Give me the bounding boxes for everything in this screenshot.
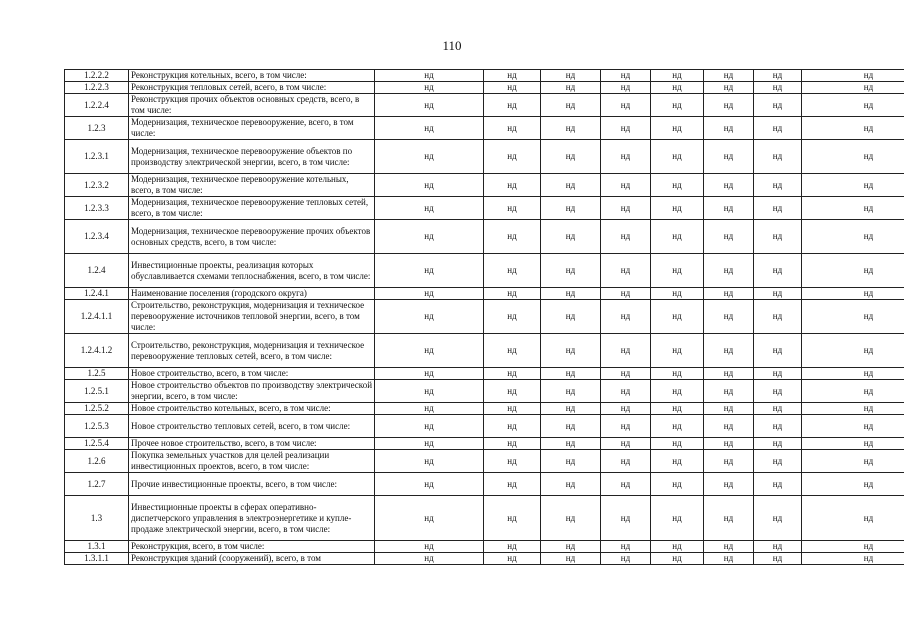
row-value-cell: нд bbox=[601, 220, 651, 254]
row-value-cell: нд bbox=[704, 117, 754, 140]
table-row bbox=[65, 70, 904, 82]
row-value-cell: нд bbox=[375, 553, 484, 565]
row-value-cell: нд bbox=[651, 94, 704, 117]
row-value-cell: нд bbox=[375, 380, 484, 403]
table-row bbox=[65, 254, 904, 288]
row-name: Новое строительство объектов по производству электрической энергии, всего, в том числе: bbox=[129, 380, 375, 403]
row-code: 1.2.3.3 bbox=[65, 197, 129, 220]
row-value-cell: нд bbox=[651, 117, 704, 140]
row-value-cell: нд bbox=[704, 174, 754, 197]
row-value-cell: нд bbox=[541, 174, 601, 197]
row-value-cell: нд bbox=[802, 94, 904, 117]
row-value-cell: нд bbox=[541, 334, 601, 368]
row-name: Модернизация, техническое перевооружение, всего, в том числе: bbox=[129, 117, 375, 140]
row-value-cell: нд bbox=[484, 415, 541, 438]
row-name: Реконструкция котельных, всего, в том числе: bbox=[129, 70, 375, 82]
row-value-cell: нд bbox=[802, 415, 904, 438]
row-value-cell: нд bbox=[754, 473, 802, 496]
row-value-cell: нд bbox=[802, 368, 904, 380]
row-value-cell: нд bbox=[651, 541, 704, 553]
row-value-cell: нд bbox=[754, 438, 802, 450]
row-value-cell: нд bbox=[704, 197, 754, 220]
row-value-cell: нд bbox=[484, 403, 541, 415]
row-code: 1.2.4.1.1 bbox=[65, 300, 129, 334]
row-code: 1.3.1 bbox=[65, 541, 129, 553]
row-value-cell: нд bbox=[601, 368, 651, 380]
row-value-cell: нд bbox=[541, 288, 601, 300]
table-row bbox=[65, 117, 904, 140]
row-value-cell: нд bbox=[484, 553, 541, 565]
row-value-cell: нд bbox=[651, 380, 704, 403]
row-code: 1.2.4.1.2 bbox=[65, 334, 129, 368]
row-value-cell: нд bbox=[601, 380, 651, 403]
row-value-cell: нд bbox=[802, 553, 904, 565]
row-value-cell: нд bbox=[601, 70, 651, 82]
table-row bbox=[65, 82, 904, 94]
row-code: 1.3 bbox=[65, 496, 129, 541]
row-name: Новое строительство тепловых сетей, всего, в том числе: bbox=[129, 415, 375, 438]
row-value-cell: нд bbox=[375, 82, 484, 94]
row-value-cell: нд bbox=[541, 197, 601, 220]
row-name: Реконструкция тепловых сетей, всего, в том числе: bbox=[129, 82, 375, 94]
row-value-cell: нд bbox=[484, 450, 541, 473]
table-row bbox=[65, 174, 904, 197]
table-row bbox=[65, 541, 904, 553]
row-value-cell: нд bbox=[704, 403, 754, 415]
row-value-cell: нд bbox=[484, 496, 541, 541]
row-value-cell: нд bbox=[541, 117, 601, 140]
row-value-cell: нд bbox=[601, 82, 651, 94]
table-row bbox=[65, 438, 904, 450]
row-value-cell: нд bbox=[704, 94, 754, 117]
row-name: Инвестиционные проекты, реализация которых обуславливается схемами теплоснабжения, всего, в том числе: bbox=[129, 254, 375, 288]
row-value-cell: нд bbox=[601, 541, 651, 553]
row-name: Модернизация, техническое перевооружение котельных, всего, в том числе: bbox=[129, 174, 375, 197]
row-name: Модернизация, техническое перевооружение тепловых сетей, всего, в том числе: bbox=[129, 197, 375, 220]
row-value-cell: нд bbox=[754, 300, 802, 334]
row-value-cell: нд bbox=[375, 368, 484, 380]
row-value-cell: нд bbox=[802, 174, 904, 197]
row-value-cell: нд bbox=[484, 254, 541, 288]
row-value-cell: нд bbox=[484, 288, 541, 300]
row-value-cell: нд bbox=[484, 300, 541, 334]
table-row bbox=[65, 450, 904, 473]
row-value-cell: нд bbox=[541, 94, 601, 117]
row-value-cell: нд bbox=[375, 473, 484, 496]
row-code: 1.2.4.1 bbox=[65, 288, 129, 300]
row-name: Реконструкция прочих объектов основных средств, всего, в том числе: bbox=[129, 94, 375, 117]
table-body bbox=[65, 70, 904, 565]
table-row bbox=[65, 334, 904, 368]
row-value-cell: нд bbox=[375, 140, 484, 174]
row-value-cell: нд bbox=[651, 254, 704, 288]
row-value-cell: нд bbox=[754, 70, 802, 82]
row-value-cell: нд bbox=[375, 415, 484, 438]
row-value-cell: нд bbox=[651, 403, 704, 415]
row-value-cell: нд bbox=[541, 496, 601, 541]
row-value-cell: нд bbox=[651, 174, 704, 197]
row-value-cell: нд bbox=[484, 541, 541, 553]
row-value-cell: нд bbox=[704, 541, 754, 553]
row-value-cell: нд bbox=[802, 450, 904, 473]
row-value-cell: нд bbox=[484, 368, 541, 380]
row-value-cell: нд bbox=[375, 254, 484, 288]
row-value-cell: нд bbox=[601, 415, 651, 438]
row-value-cell: нд bbox=[651, 450, 704, 473]
row-value-cell: нд bbox=[651, 334, 704, 368]
row-value-cell: нд bbox=[651, 438, 704, 450]
row-value-cell: нд bbox=[541, 403, 601, 415]
table-row bbox=[65, 197, 904, 220]
row-value-cell: нд bbox=[541, 415, 601, 438]
row-code: 1.2.5 bbox=[65, 368, 129, 380]
row-code: 1.2.5.2 bbox=[65, 403, 129, 415]
row-value-cell: нд bbox=[541, 254, 601, 288]
row-value-cell: нд bbox=[601, 473, 651, 496]
row-name: Прочие инвестиционные проекты, всего, в том числе: bbox=[129, 473, 375, 496]
row-value-cell: нд bbox=[651, 288, 704, 300]
row-code: 1.2.4 bbox=[65, 254, 129, 288]
row-value-cell: нд bbox=[704, 254, 754, 288]
row-value-cell: нд bbox=[601, 117, 651, 140]
row-name: Строительство, реконструкция, модернизация и техническое перевооружение источников тепловой энергии, всего, в том числе: bbox=[129, 300, 375, 334]
row-value-cell: нд bbox=[651, 496, 704, 541]
row-name: Прочее новое строительство, всего, в том числе: bbox=[129, 438, 375, 450]
row-name: Наименование поселения (городского округа) bbox=[129, 288, 375, 300]
row-value-cell: нд bbox=[541, 438, 601, 450]
row-code: 1.2.2.4 bbox=[65, 94, 129, 117]
row-name: Модернизация, техническое перевооружение объектов по производству электрической энергии, всего, в том числе: bbox=[129, 140, 375, 174]
table-row bbox=[65, 220, 904, 254]
row-value-cell: нд bbox=[541, 368, 601, 380]
row-name: Модернизация, техническое перевооружение прочих объектов основных средств, всего, в том числе: bbox=[129, 220, 375, 254]
table-row bbox=[65, 380, 904, 403]
row-code: 1.2.5.4 bbox=[65, 438, 129, 450]
row-code: 1.2.2.2 bbox=[65, 70, 129, 82]
row-value-cell: нд bbox=[484, 117, 541, 140]
row-name: Новое строительство, всего, в том числе: bbox=[129, 368, 375, 380]
row-value-cell: нд bbox=[704, 450, 754, 473]
row-name: Реконструкция, всего, в том числе: bbox=[129, 541, 375, 553]
row-code: 1.2.2.3 bbox=[65, 82, 129, 94]
row-value-cell: нд bbox=[802, 403, 904, 415]
row-value-cell: нд bbox=[541, 300, 601, 334]
row-value-cell: нд bbox=[651, 82, 704, 94]
row-value-cell: нд bbox=[375, 438, 484, 450]
row-value-cell: нд bbox=[541, 450, 601, 473]
row-value-cell: нд bbox=[754, 368, 802, 380]
row-code: 1.2.5.3 bbox=[65, 415, 129, 438]
row-value-cell: нд bbox=[484, 94, 541, 117]
row-value-cell: нд bbox=[375, 450, 484, 473]
row-value-cell: нд bbox=[601, 553, 651, 565]
row-value-cell: нд bbox=[375, 94, 484, 117]
row-value-cell: нд bbox=[802, 300, 904, 334]
row-value-cell: нд bbox=[651, 415, 704, 438]
row-value-cell: нд bbox=[484, 334, 541, 368]
row-value-cell: нд bbox=[704, 300, 754, 334]
row-value-cell: нд bbox=[704, 70, 754, 82]
row-value-cell: нд bbox=[375, 70, 484, 82]
row-value-cell: нд bbox=[754, 140, 802, 174]
row-value-cell: нд bbox=[375, 117, 484, 140]
row-value-cell: нд bbox=[754, 403, 802, 415]
row-value-cell: нд bbox=[375, 334, 484, 368]
row-value-cell: нд bbox=[541, 553, 601, 565]
row-value-cell: нд bbox=[484, 438, 541, 450]
row-value-cell: нд bbox=[484, 174, 541, 197]
row-value-cell: нд bbox=[802, 220, 904, 254]
row-value-cell: нд bbox=[375, 220, 484, 254]
table-row bbox=[65, 288, 904, 300]
row-value-cell: нд bbox=[651, 300, 704, 334]
row-value-cell: нд bbox=[601, 174, 651, 197]
row-value-cell: нд bbox=[651, 140, 704, 174]
row-value-cell: нд bbox=[704, 220, 754, 254]
row-value-cell: нд bbox=[754, 380, 802, 403]
row-value-cell: нд bbox=[704, 380, 754, 403]
row-value-cell: нд bbox=[704, 334, 754, 368]
row-name: Реконструкция зданий (сооружений), всего, в том bbox=[129, 553, 375, 565]
row-value-cell: нд bbox=[601, 403, 651, 415]
row-value-cell: нд bbox=[375, 541, 484, 553]
row-value-cell: нд bbox=[651, 553, 704, 565]
row-value-cell: нд bbox=[541, 70, 601, 82]
row-value-cell: нд bbox=[484, 473, 541, 496]
row-value-cell: нд bbox=[704, 82, 754, 94]
table-row bbox=[65, 94, 904, 117]
row-value-cell: нд bbox=[601, 140, 651, 174]
row-code: 1.2.6 bbox=[65, 450, 129, 473]
table-row bbox=[65, 403, 904, 415]
table-row bbox=[65, 300, 904, 334]
row-value-cell: нд bbox=[484, 140, 541, 174]
row-value-cell: нд bbox=[754, 415, 802, 438]
row-code: 1.3.1.1 bbox=[65, 553, 129, 565]
row-value-cell: нд bbox=[704, 368, 754, 380]
row-value-cell: нд bbox=[754, 94, 802, 117]
row-value-cell: нд bbox=[651, 220, 704, 254]
row-value-cell: нд bbox=[484, 70, 541, 82]
row-value-cell: нд bbox=[484, 197, 541, 220]
row-value-cell: нд bbox=[754, 334, 802, 368]
table-row bbox=[65, 473, 904, 496]
row-value-cell: нд bbox=[484, 220, 541, 254]
row-code: 1.2.3 bbox=[65, 117, 129, 140]
row-value-cell: нд bbox=[754, 220, 802, 254]
row-value-cell: нд bbox=[541, 82, 601, 94]
row-value-cell: нд bbox=[802, 140, 904, 174]
row-code: 1.2.3.4 bbox=[65, 220, 129, 254]
row-value-cell: нд bbox=[601, 438, 651, 450]
row-value-cell: нд bbox=[601, 288, 651, 300]
row-name: Инвестиционные проекты в сферах оперативно-диспетчерского управления в электроэнергетике и купле-продаже электрической энергии, всего, в том числе: bbox=[129, 496, 375, 541]
row-value-cell: нд bbox=[541, 140, 601, 174]
row-value-cell: нд bbox=[651, 473, 704, 496]
row-value-cell: нд bbox=[704, 288, 754, 300]
table-row bbox=[65, 415, 904, 438]
row-value-cell: нд bbox=[541, 380, 601, 403]
row-value-cell: нд bbox=[802, 334, 904, 368]
row-value-cell: нд bbox=[802, 380, 904, 403]
row-name: Покупка земельных участков для целей реализации инвестиционных проектов, всего, в том числе: bbox=[129, 450, 375, 473]
row-value-cell: нд bbox=[375, 288, 484, 300]
row-value-cell: нд bbox=[601, 254, 651, 288]
row-name: Новое строительство котельных, всего, в том числе: bbox=[129, 403, 375, 415]
row-value-cell: нд bbox=[754, 82, 802, 94]
row-value-cell: нд bbox=[754, 496, 802, 541]
row-value-cell: нд bbox=[601, 197, 651, 220]
row-value-cell: нд bbox=[601, 496, 651, 541]
table-row bbox=[65, 368, 904, 380]
row-value-cell: нд bbox=[704, 473, 754, 496]
row-value-cell: нд bbox=[754, 174, 802, 197]
row-value-cell: нд bbox=[754, 553, 802, 565]
table-row bbox=[65, 140, 904, 174]
row-value-cell: нд bbox=[802, 82, 904, 94]
row-value-cell: нд bbox=[375, 496, 484, 541]
row-value-cell: нд bbox=[651, 197, 704, 220]
row-code: 1.2.7 bbox=[65, 473, 129, 496]
row-value-cell: нд bbox=[754, 450, 802, 473]
row-code: 1.2.3.1 bbox=[65, 140, 129, 174]
row-value-cell: нд bbox=[375, 300, 484, 334]
row-value-cell: нд bbox=[802, 288, 904, 300]
row-value-cell: нд bbox=[375, 403, 484, 415]
row-value-cell: нд bbox=[704, 415, 754, 438]
row-value-cell: нд bbox=[802, 70, 904, 82]
row-value-cell: нд bbox=[541, 473, 601, 496]
row-value-cell: нд bbox=[802, 117, 904, 140]
row-value-cell: нд bbox=[754, 288, 802, 300]
row-value-cell: нд bbox=[704, 553, 754, 565]
row-value-cell: нд bbox=[802, 496, 904, 541]
row-value-cell: нд bbox=[802, 197, 904, 220]
row-value-cell: нд bbox=[484, 380, 541, 403]
row-value-cell: нд bbox=[651, 70, 704, 82]
page-number: 110 bbox=[442, 38, 462, 53]
row-value-cell: нд bbox=[802, 541, 904, 553]
row-value-cell: нд bbox=[375, 174, 484, 197]
row-value-cell: нд bbox=[651, 368, 704, 380]
row-value-cell: нд bbox=[601, 300, 651, 334]
table-row bbox=[65, 553, 904, 565]
row-value-cell: нд bbox=[704, 496, 754, 541]
row-code: 1.2.3.2 bbox=[65, 174, 129, 197]
row-value-cell: нд bbox=[375, 197, 484, 220]
row-value-cell: нд bbox=[802, 473, 904, 496]
row-value-cell: нд bbox=[601, 450, 651, 473]
row-value-cell: нд bbox=[802, 438, 904, 450]
row-value-cell: нд bbox=[802, 254, 904, 288]
row-value-cell: нд bbox=[754, 541, 802, 553]
table-row bbox=[65, 496, 904, 541]
row-value-cell: нд bbox=[704, 140, 754, 174]
row-value-cell: нд bbox=[704, 438, 754, 450]
row-value-cell: нд bbox=[754, 254, 802, 288]
row-value-cell: нд bbox=[484, 82, 541, 94]
row-value-cell: нд bbox=[601, 334, 651, 368]
row-code: 1.2.5.1 bbox=[65, 380, 129, 403]
investment-table bbox=[64, 69, 904, 565]
row-value-cell: нд bbox=[541, 541, 601, 553]
row-value-cell: нд bbox=[754, 197, 802, 220]
row-value-cell: нд bbox=[601, 94, 651, 117]
row-value-cell: нд bbox=[541, 220, 601, 254]
row-value-cell: нд bbox=[754, 117, 802, 140]
row-name: Строительство, реконструкция, модернизация и техническое перевооружение тепловых сетей, всего, в том числе: bbox=[129, 334, 375, 368]
